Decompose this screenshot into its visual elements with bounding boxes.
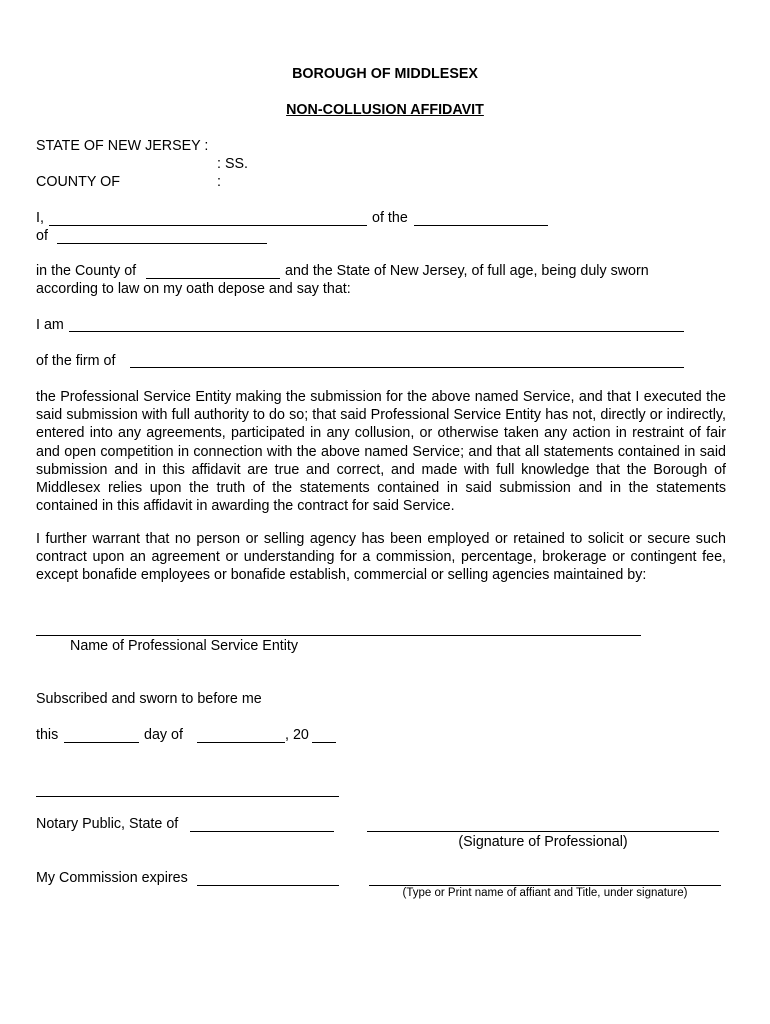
county-colon: :: [217, 174, 221, 190]
entity-name-label: Name of Professional Service Entity: [70, 638, 299, 654]
statement-paragraph: the Professional Service Entity making the submission for the above named Service, and that I executed the said submission with full authority to do so; that said Professional Service Entity has not, directly or indirectly, entered into any agreements, participated in any collusion, or otherwise taken any action in restraint of fair and open competition in connection with the above named Service; and that all statements contained in said submission and in this affidavit are true and correct, and made with full knowledge that the Borough of Middlesex relies upon the truth of the statements contained in said submission and in the statements contained in this affidavit in awarding the contract for said Service.: [36, 389, 726, 515]
title-blank[interactable]: [69, 331, 684, 332]
i-am-label: I am: [36, 317, 64, 333]
firm-blank[interactable]: [130, 367, 684, 368]
professional-signature-blank[interactable]: [367, 831, 719, 832]
print-name-label: (Type or Print name of affiant and Title, under signature): [402, 887, 688, 899]
notary-label: Notary Public, State of: [36, 816, 179, 832]
of-label: of: [36, 228, 48, 244]
notary-state-blank[interactable]: [190, 831, 334, 832]
borough-title: BOROUGH OF MIDDLESEX: [292, 66, 478, 82]
county-blank[interactable]: [146, 278, 280, 279]
month-blank[interactable]: [197, 742, 285, 743]
signature-label: (Signature of Professional): [458, 834, 628, 850]
state-sworn-label: and the State of New Jersey, of full age, being duly sworn: [285, 263, 649, 279]
county-of-label: in the County of: [36, 263, 137, 279]
notary-signature-blank[interactable]: [36, 796, 339, 797]
commission-blank[interactable]: [197, 885, 339, 886]
of-the-label: of the: [372, 210, 408, 226]
print-name-blank[interactable]: [369, 885, 721, 886]
year-label: , 20: [285, 727, 309, 743]
affidavit-title: NON-COLLUSION AFFIDAVIT: [286, 102, 484, 118]
of-blank[interactable]: [57, 243, 267, 244]
this-label: this: [36, 727, 59, 743]
firm-of-label: of the firm of: [36, 353, 116, 369]
subscribed-label: Subscribed and sworn to before me: [36, 691, 262, 707]
commission-label: My Commission expires: [36, 870, 188, 886]
affiant-name-blank[interactable]: [49, 225, 367, 226]
oath-label: according to law on my oath depose and say that:: [36, 281, 351, 297]
warranty-paragraph: I further warrant that no person or selling agency has been employed or retained to solicit or secure such contract upon an agreement or understanding for a commission, percentage, brokerage or contingent fee, except bonafide employees or bonafide establish, commercial or selling agencies maintained by:: [36, 531, 726, 584]
i-label: I,: [36, 210, 44, 226]
ss-label: : SS.: [217, 156, 248, 172]
municipality-blank[interactable]: [414, 225, 548, 226]
state-label: STATE OF NEW JERSEY :: [36, 138, 209, 154]
day-of-label: day of: [144, 727, 183, 743]
day-blank[interactable]: [64, 742, 139, 743]
county-label: COUNTY OF: [36, 174, 120, 190]
year-blank[interactable]: [312, 742, 336, 743]
entity-name-blank[interactable]: [36, 635, 641, 636]
